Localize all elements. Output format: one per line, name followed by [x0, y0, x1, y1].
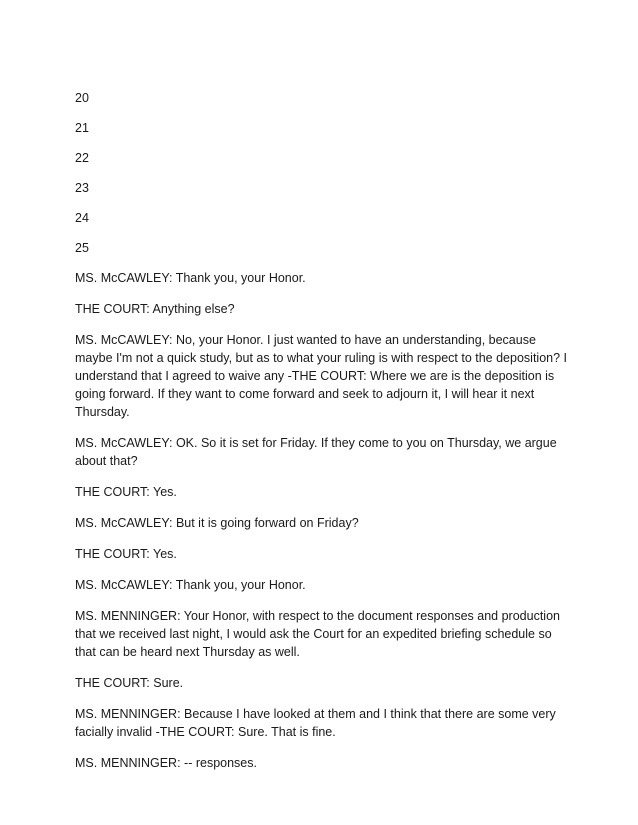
line-number: 23	[75, 181, 89, 195]
line-number-list	[75, 89, 575, 257]
line-number: 22	[75, 151, 89, 165]
transcript-paragraph: MS. McCAWLEY: No, your Honor. I just wanted to have an understanding, because maybe I'm not a quick study, but as to what your ruling is with respect to the deposition? I understand that I agreed to waive any -THE COURT: Where we are is the deposition is going forward. If they want to come forward and seek to adjourn it, I will hear it next Thursday.	[75, 333, 567, 419]
transcript-paragraph: THE COURT: Sure.	[75, 676, 184, 690]
transcript-paragraph: MS. McCAWLEY: Thank you, your Honor.	[75, 578, 306, 592]
transcript-paragraph: THE COURT: Anything else?	[75, 302, 235, 316]
transcript-paragraph: MS. MENNINGER: Your Honor, with respect to the document responses and production that we received last night, I would ask the Court for an expedited briefing schedule so that can be heard next Thursday as well.	[75, 609, 560, 659]
transcript-paragraph: THE COURT: Yes.	[75, 485, 177, 499]
transcript-paragraph: THE COURT: Yes.	[75, 547, 177, 561]
transcript-page	[75, 89, 575, 785]
line-number: 20	[75, 91, 89, 105]
transcript-paragraph: MS. McCAWLEY: OK. So it is set for Friday. If they come to you on Thursday, we argue about that?	[75, 436, 557, 468]
transcript-paragraph: MS. McCAWLEY: But it is going forward on Friday?	[75, 516, 359, 530]
transcript-paragraph: MS. MENNINGER: -- responses.	[75, 756, 257, 770]
transcript-paragraph: MS. MENNINGER: Because I have looked at them and I think that there are some very facially invalid -THE COURT: Sure. That is fine.	[75, 707, 556, 739]
line-number: 24	[75, 211, 89, 225]
transcript-body	[75, 269, 575, 772]
line-number: 25	[75, 241, 89, 255]
transcript-paragraph: MS. McCAWLEY: Thank you, your Honor.	[75, 271, 306, 285]
line-number: 21	[75, 121, 89, 135]
